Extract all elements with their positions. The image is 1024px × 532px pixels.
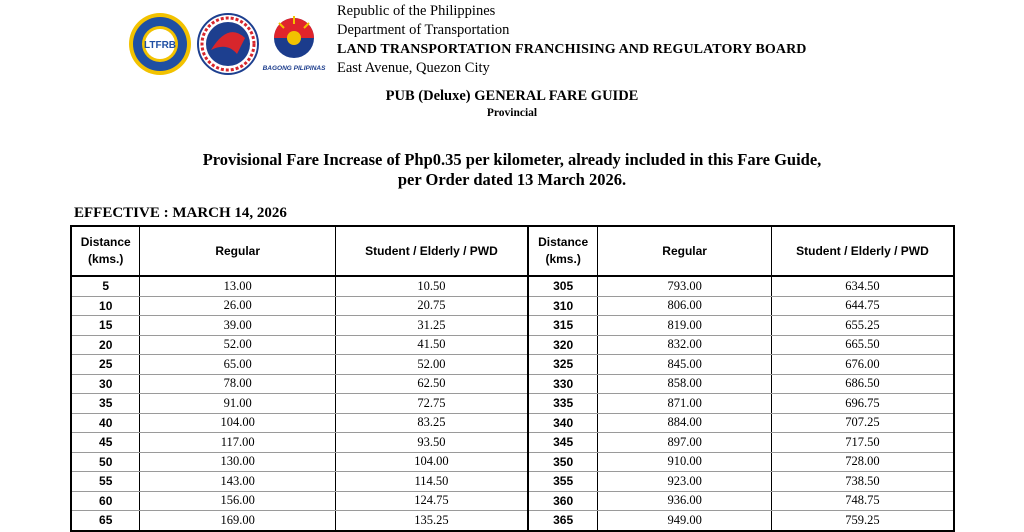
fare-table-body bbox=[71, 276, 954, 531]
discount-fare-cell: 665.50 bbox=[771, 335, 954, 355]
regular-fare-cell: 65.00 bbox=[140, 355, 335, 375]
fare-increase-notice bbox=[0, 150, 1024, 190]
table-row bbox=[71, 433, 954, 453]
regular-fare-cell: 884.00 bbox=[598, 413, 772, 433]
discount-fare-cell: 83.25 bbox=[335, 413, 528, 433]
discount-fare-cell: 634.50 bbox=[771, 276, 954, 296]
discount-fare-cell: 10.50 bbox=[335, 276, 528, 296]
distance-cell: 30 bbox=[71, 374, 140, 394]
table-row bbox=[71, 413, 954, 433]
header-distance-l2: (kms.) bbox=[88, 252, 124, 266]
header-distance-2 bbox=[528, 226, 598, 276]
distance-cell: 365 bbox=[528, 511, 598, 531]
table-row bbox=[71, 374, 954, 394]
header-student: Student / Elderly / PWD bbox=[335, 226, 528, 276]
regular-fare-cell: 13.00 bbox=[140, 276, 335, 296]
document-subtitle: Provincial bbox=[486, 107, 538, 119]
regular-fare-cell: 936.00 bbox=[598, 491, 772, 511]
distance-cell: 55 bbox=[71, 472, 140, 492]
distance-cell: 60 bbox=[71, 491, 140, 511]
distance-cell: 305 bbox=[528, 276, 598, 296]
distance-cell: 45 bbox=[71, 433, 140, 453]
fare-table bbox=[70, 225, 955, 532]
regular-fare-cell: 923.00 bbox=[598, 472, 772, 492]
table-row bbox=[71, 355, 954, 375]
discount-fare-cell: 748.75 bbox=[771, 491, 954, 511]
discount-fare-cell: 104.00 bbox=[335, 452, 528, 472]
regular-fare-cell: 156.00 bbox=[140, 491, 335, 511]
header-distance bbox=[71, 226, 140, 276]
header-distance-l2: (kms.) bbox=[545, 252, 581, 266]
distance-cell: 5 bbox=[71, 276, 140, 296]
discount-fare-cell: 124.75 bbox=[335, 491, 528, 511]
agency-logos bbox=[127, 12, 327, 76]
header-address: East Avenue, Quezon City bbox=[337, 60, 490, 76]
distance-cell: 315 bbox=[528, 316, 598, 336]
distance-cell: 50 bbox=[71, 452, 140, 472]
distance-cell: 350 bbox=[528, 452, 598, 472]
regular-fare-cell: 793.00 bbox=[598, 276, 772, 296]
discount-fare-cell: 52.00 bbox=[335, 355, 528, 375]
discount-fare-cell: 738.50 bbox=[771, 472, 954, 492]
header-department: Department of Transportation bbox=[337, 22, 510, 38]
table-row bbox=[71, 511, 954, 531]
table-row bbox=[71, 276, 954, 296]
distance-cell: 360 bbox=[528, 491, 598, 511]
discount-fare-cell: 93.50 bbox=[335, 433, 528, 453]
discount-fare-cell: 707.25 bbox=[771, 413, 954, 433]
discount-fare-cell: 135.25 bbox=[335, 511, 528, 531]
header-agency-name: LAND TRANSPORTATION FRANCHISING AND REGULATORY BOARD bbox=[337, 42, 807, 57]
discount-fare-cell: 72.75 bbox=[335, 394, 528, 414]
distance-cell: 340 bbox=[528, 413, 598, 433]
notice-line-1: Provisional Fare Increase of Php0.35 per kilometer, already included in this Fare Guide, bbox=[202, 150, 822, 169]
discount-fare-cell: 676.00 bbox=[771, 355, 954, 375]
effective-date: EFFECTIVE : MARCH 14, 2026 bbox=[74, 205, 287, 221]
dotr-seal-icon bbox=[197, 12, 259, 76]
header-regular-2: Regular bbox=[598, 226, 772, 276]
distance-cell: 355 bbox=[528, 472, 598, 492]
regular-fare-cell: 143.00 bbox=[140, 472, 335, 492]
ltfrb-seal-text: LTFRB bbox=[143, 40, 177, 51]
table-row bbox=[71, 316, 954, 336]
distance-cell: 65 bbox=[71, 511, 140, 531]
discount-fare-cell: 728.00 bbox=[771, 452, 954, 472]
regular-fare-cell: 949.00 bbox=[598, 511, 772, 531]
table-row bbox=[71, 394, 954, 414]
distance-cell: 10 bbox=[71, 296, 140, 316]
discount-fare-cell: 644.75 bbox=[771, 296, 954, 316]
regular-fare-cell: 858.00 bbox=[598, 374, 772, 394]
distance-cell: 40 bbox=[71, 413, 140, 433]
regular-fare-cell: 52.00 bbox=[140, 335, 335, 355]
discount-fare-cell: 655.25 bbox=[771, 316, 954, 336]
regular-fare-cell: 39.00 bbox=[140, 316, 335, 336]
regular-fare-cell: 910.00 bbox=[598, 452, 772, 472]
regular-fare-cell: 819.00 bbox=[598, 316, 772, 336]
distance-cell: 25 bbox=[71, 355, 140, 375]
distance-cell: 35 bbox=[71, 394, 140, 414]
distance-cell: 310 bbox=[528, 296, 598, 316]
regular-fare-cell: 104.00 bbox=[140, 413, 335, 433]
agency-header bbox=[337, 2, 807, 78]
regular-fare-cell: 897.00 bbox=[598, 433, 772, 453]
regular-fare-cell: 832.00 bbox=[598, 335, 772, 355]
discount-fare-cell: 114.50 bbox=[335, 472, 528, 492]
distance-cell: 330 bbox=[528, 374, 598, 394]
header-republic: Republic of the Philippines bbox=[337, 3, 496, 19]
discount-fare-cell: 686.50 bbox=[771, 374, 954, 394]
ltfrb-seal-icon bbox=[127, 12, 193, 76]
table-row bbox=[71, 335, 954, 355]
distance-cell: 325 bbox=[528, 355, 598, 375]
bagong-pilipinas-logo-icon bbox=[261, 12, 327, 76]
header-regular: Regular bbox=[140, 226, 335, 276]
notice-line-2: per Order dated 13 March 2026. bbox=[397, 170, 627, 189]
distance-cell: 335 bbox=[528, 394, 598, 414]
header-distance-l1: Distance bbox=[538, 235, 589, 249]
regular-fare-cell: 26.00 bbox=[140, 296, 335, 316]
regular-fare-cell: 91.00 bbox=[140, 394, 335, 414]
fare-table-header bbox=[71, 226, 954, 276]
discount-fare-cell: 20.75 bbox=[335, 296, 528, 316]
regular-fare-cell: 130.00 bbox=[140, 452, 335, 472]
header-distance-l1: Distance bbox=[80, 235, 131, 249]
distance-cell: 320 bbox=[528, 335, 598, 355]
distance-cell: 15 bbox=[71, 316, 140, 336]
discount-fare-cell: 31.25 bbox=[335, 316, 528, 336]
discount-fare-cell: 759.25 bbox=[771, 511, 954, 531]
discount-fare-cell: 41.50 bbox=[335, 335, 528, 355]
bagong-pilipinas-text: BAGONG PILIPINAS bbox=[262, 65, 326, 72]
regular-fare-cell: 806.00 bbox=[598, 296, 772, 316]
table-row bbox=[71, 296, 954, 316]
regular-fare-cell: 117.00 bbox=[140, 433, 335, 453]
regular-fare-cell: 169.00 bbox=[140, 511, 335, 531]
table-row bbox=[71, 472, 954, 492]
distance-cell: 345 bbox=[528, 433, 598, 453]
table-row bbox=[71, 491, 954, 511]
discount-fare-cell: 696.75 bbox=[771, 394, 954, 414]
table-row bbox=[71, 452, 954, 472]
distance-cell: 20 bbox=[71, 335, 140, 355]
regular-fare-cell: 78.00 bbox=[140, 374, 335, 394]
header-student-2: Student / Elderly / PWD bbox=[771, 226, 954, 276]
document-title: PUB (Deluxe) GENERAL FARE GUIDE bbox=[385, 88, 639, 104]
discount-fare-cell: 717.50 bbox=[771, 433, 954, 453]
discount-fare-cell: 62.50 bbox=[335, 374, 528, 394]
regular-fare-cell: 845.00 bbox=[598, 355, 772, 375]
regular-fare-cell: 871.00 bbox=[598, 394, 772, 414]
